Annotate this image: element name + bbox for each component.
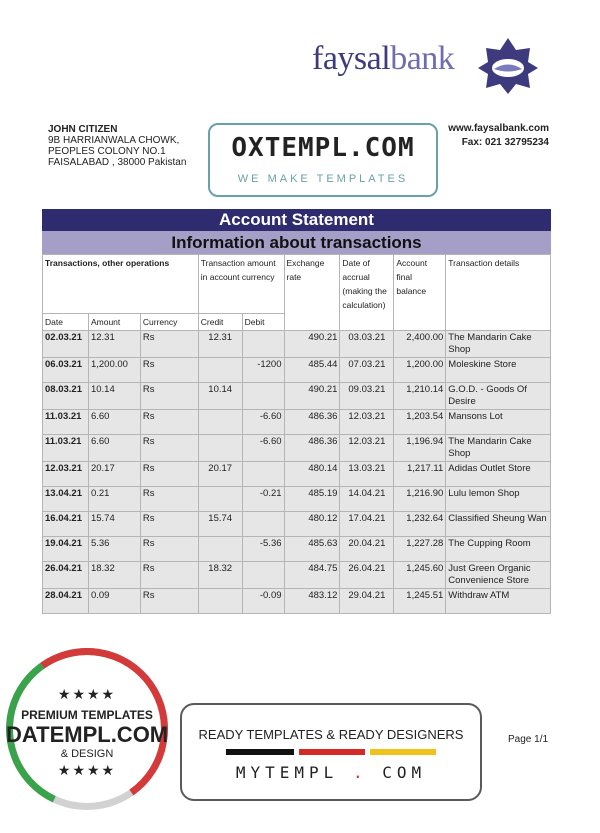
cell-currency: Rs bbox=[140, 487, 198, 512]
cell-currency: Rs bbox=[140, 589, 198, 614]
cell-credit bbox=[198, 487, 242, 512]
cell-rate: 483.12 bbox=[284, 589, 340, 614]
cell-balance: 1,227.28 bbox=[394, 537, 446, 562]
cell-date: 06.03.21 bbox=[43, 358, 89, 383]
logo-part2: bank bbox=[390, 40, 455, 77]
logo-part1: faysal bbox=[312, 40, 391, 77]
cell-amount: 5.36 bbox=[88, 537, 140, 562]
cell-accrual: 29.04.21 bbox=[340, 589, 394, 614]
cell-balance: 2,400.00 bbox=[394, 331, 446, 358]
banner-brand-part2: COM bbox=[382, 763, 427, 782]
cell-credit: 15.74 bbox=[198, 512, 242, 537]
cell-accrual: 03.03.21 bbox=[340, 331, 394, 358]
cell-debit bbox=[242, 331, 284, 358]
watermark-badge bbox=[208, 123, 438, 197]
cell-amount: 6.60 bbox=[88, 435, 140, 462]
header-amount: Amount bbox=[88, 314, 140, 331]
cell-credit bbox=[198, 410, 242, 435]
transactions-table bbox=[42, 254, 551, 614]
cell-date: 12.03.21 bbox=[43, 462, 89, 487]
cell-date: 26.04.21 bbox=[43, 562, 89, 589]
flag-stripe-red bbox=[299, 749, 365, 755]
header-amount-currency: Transaction amount in account currency bbox=[198, 255, 284, 314]
table-row bbox=[43, 487, 551, 512]
watermark-main: OXTEMPL.COM bbox=[231, 133, 415, 163]
header-debit: Debit bbox=[242, 314, 284, 331]
header-ops: Transactions, other operations bbox=[43, 255, 199, 314]
cell-details: Adidas Outlet Store bbox=[446, 462, 551, 487]
cell-currency: Rs bbox=[140, 358, 198, 383]
cell-amount: 20.17 bbox=[88, 462, 140, 487]
page-number: Page 1/1 bbox=[508, 734, 549, 745]
bank-contact bbox=[444, 122, 549, 150]
table-row bbox=[43, 562, 551, 589]
banner-brand-dot: . bbox=[352, 763, 368, 782]
cell-accrual: 09.03.21 bbox=[340, 383, 394, 410]
table-row bbox=[43, 358, 551, 383]
cell-details: Classified Sheung Wan bbox=[446, 512, 551, 537]
cell-currency: Rs bbox=[140, 462, 198, 487]
cell-balance: 1,216.90 bbox=[394, 487, 446, 512]
cell-rate: 480.14 bbox=[284, 462, 340, 487]
cell-rate: 485.63 bbox=[284, 537, 340, 562]
cell-debit bbox=[242, 562, 284, 589]
header-exchange-rate: Exchange rate bbox=[284, 255, 340, 331]
cell-debit bbox=[242, 383, 284, 410]
statement-title: Account Statement bbox=[42, 209, 551, 231]
stamp-premium: PREMIUM TEMPLATES bbox=[21, 708, 153, 722]
cell-debit bbox=[242, 462, 284, 487]
table-row bbox=[43, 589, 551, 614]
cell-amount: 18.32 bbox=[88, 562, 140, 589]
cell-rate: 484.75 bbox=[284, 562, 340, 589]
cell-currency: Rs bbox=[140, 331, 198, 358]
cell-details: Just Green Organic Convenience Store bbox=[446, 562, 551, 589]
flag-stripe-black bbox=[226, 749, 294, 755]
header-details: Transaction details bbox=[446, 255, 551, 331]
bank-fax: Fax: 021 32795234 bbox=[461, 137, 549, 148]
statement-subtitle: Information about transactions bbox=[42, 231, 551, 254]
cell-balance: 1,203.54 bbox=[394, 410, 446, 435]
cell-debit: -0.09 bbox=[242, 589, 284, 614]
stamp-stars-top: ★★★★ bbox=[57, 686, 117, 702]
cell-amount: 10.14 bbox=[88, 383, 140, 410]
banner-brand-part1: MYTEMPL bbox=[235, 763, 339, 782]
cell-currency: Rs bbox=[140, 383, 198, 410]
cell-date: 16.04.21 bbox=[43, 512, 89, 537]
cell-accrual: 26.04.21 bbox=[340, 562, 394, 589]
cell-details: The Cupping Room bbox=[446, 537, 551, 562]
cell-accrual: 20.04.21 bbox=[340, 537, 394, 562]
cell-credit bbox=[198, 358, 242, 383]
cell-rate: 490.21 bbox=[284, 331, 340, 358]
cell-credit: 10.14 bbox=[198, 383, 242, 410]
table-row bbox=[43, 410, 551, 435]
cell-credit: 20.17 bbox=[198, 462, 242, 487]
cell-amount: 6.60 bbox=[88, 410, 140, 435]
cell-rate: 485.19 bbox=[284, 487, 340, 512]
cell-date: 13.04.21 bbox=[43, 487, 89, 512]
cell-debit: -6.60 bbox=[242, 435, 284, 462]
cell-details: Mansons Lot bbox=[446, 410, 551, 435]
cell-accrual: 14.04.21 bbox=[340, 487, 394, 512]
header-date: Date bbox=[43, 314, 89, 331]
cell-amount: 12.31 bbox=[88, 331, 140, 358]
cell-balance: 1,245.60 bbox=[394, 562, 446, 589]
cell-balance: 1,232.64 bbox=[394, 512, 446, 537]
cell-credit bbox=[198, 537, 242, 562]
cell-debit: -0.21 bbox=[242, 487, 284, 512]
watermark-sub: WE MAKE TEMPLATES bbox=[237, 173, 409, 185]
header-accrual: Date of accrual (making the calculation) bbox=[340, 255, 394, 331]
cell-accrual: 17.04.21 bbox=[340, 512, 394, 537]
customer-address bbox=[48, 124, 186, 168]
cell-debit: -6.60 bbox=[242, 410, 284, 435]
cell-details: Moleskine Store bbox=[446, 358, 551, 383]
cell-details: G.O.D. - Goods Of Desire bbox=[446, 383, 551, 410]
customer-name: JOHN CITIZEN bbox=[48, 124, 118, 135]
cell-date: 02.03.21 bbox=[43, 331, 89, 358]
cell-amount: 0.09 bbox=[88, 589, 140, 614]
cell-credit: 12.31 bbox=[198, 331, 242, 358]
cell-rate: 486.36 bbox=[284, 435, 340, 462]
table-row bbox=[43, 435, 551, 462]
stamp-design: & DESIGN bbox=[60, 748, 114, 760]
banner-brand bbox=[180, 763, 482, 782]
table-row bbox=[43, 331, 551, 358]
cell-rate: 486.36 bbox=[284, 410, 340, 435]
table-row bbox=[43, 537, 551, 562]
cell-balance: 1,245.51 bbox=[394, 589, 446, 614]
cell-accrual: 07.03.21 bbox=[340, 358, 394, 383]
cell-credit bbox=[198, 435, 242, 462]
cell-amount: 1,200.00 bbox=[88, 358, 140, 383]
transactions-body bbox=[43, 331, 551, 614]
cell-date: 11.03.21 bbox=[43, 410, 89, 435]
stamp-brand: DATEMPL.COM bbox=[6, 722, 169, 747]
cell-date: 11.03.21 bbox=[43, 435, 89, 462]
cell-accrual: 12.03.21 bbox=[340, 410, 394, 435]
address-line-3: FAISALABAD , 38000 Pakistan bbox=[48, 157, 187, 168]
header-final-balance: Account final balance bbox=[394, 255, 446, 331]
cell-currency: Rs bbox=[140, 512, 198, 537]
cell-credit bbox=[198, 589, 242, 614]
cell-details: The Mandarin Cake Shop bbox=[446, 435, 551, 462]
cell-details: The Mandarin Cake Shop bbox=[446, 331, 551, 358]
stamp-stars-bottom: ★★★★ bbox=[57, 762, 117, 778]
cell-currency: Rs bbox=[140, 435, 198, 462]
cell-balance: 1,210.14 bbox=[394, 383, 446, 410]
cell-accrual: 12.03.21 bbox=[340, 435, 394, 462]
cell-debit bbox=[242, 512, 284, 537]
cell-rate: 480.12 bbox=[284, 512, 340, 537]
cell-amount: 15.74 bbox=[88, 512, 140, 537]
cell-balance: 1,196.94 bbox=[394, 435, 446, 462]
cell-balance: 1,200.00 bbox=[394, 358, 446, 383]
bank-website: www.faysalbank.com bbox=[448, 123, 549, 134]
address-line-2: PEOPLES COLONY NO.1 bbox=[48, 146, 166, 157]
bank-logo-text bbox=[312, 40, 454, 78]
table-row bbox=[43, 512, 551, 537]
table-row bbox=[43, 383, 551, 410]
cell-rate: 485.44 bbox=[284, 358, 340, 383]
table-row bbox=[43, 462, 551, 487]
cell-currency: Rs bbox=[140, 562, 198, 589]
flag-stripe-yellow bbox=[370, 749, 436, 755]
cell-debit: -1200 bbox=[242, 358, 284, 383]
cell-currency: Rs bbox=[140, 410, 198, 435]
cell-accrual: 13.03.21 bbox=[340, 462, 394, 487]
cell-date: 19.04.21 bbox=[43, 537, 89, 562]
cell-details: Lulu lemon Shop bbox=[446, 487, 551, 512]
banner-tagline: READY TEMPLATES & READY DESIGNERS bbox=[198, 727, 464, 742]
cell-balance: 1,217.11 bbox=[394, 462, 446, 487]
bank-logo-icon bbox=[478, 36, 538, 96]
cell-date: 28.04.21 bbox=[43, 589, 89, 614]
cell-date: 08.03.21 bbox=[43, 383, 89, 410]
cell-credit: 18.32 bbox=[198, 562, 242, 589]
address-line-1: 9B HARRIANWALA CHOWK, bbox=[48, 135, 180, 146]
cell-rate: 490.21 bbox=[284, 383, 340, 410]
header-currency: Currency bbox=[140, 314, 198, 331]
cell-debit: -5.36 bbox=[242, 537, 284, 562]
cell-amount: 0.21 bbox=[88, 487, 140, 512]
cell-details: Withdraw ATM bbox=[446, 589, 551, 614]
cell-currency: Rs bbox=[140, 537, 198, 562]
header-credit: Credit bbox=[198, 314, 242, 331]
